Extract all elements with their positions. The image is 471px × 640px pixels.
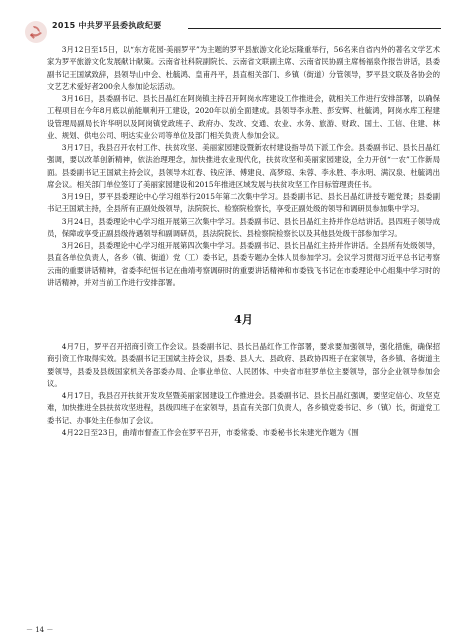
paragraph-march-17: 3月17日，我县召开农村工作、扶贫攻坚、美丽家园建设暨新农村建设指导员下派工作会。县委副书记、县长吕晶红强调，要以改革创新精神，依法治理理念，加快推进农业现代化，扶贫攻坚和美丽家园建设，全力开创“一农”工作新局面。县委副书记王国斌主持会议，县领导木红春、钱应泽、傅建良、高梦琼、朱蓉、李永胜、李永明、满汉泉、杜毓鸿出席会议。相关部门单位签订了美丽家园建设和2015年推进区域发展与扶贫攻坚工作目标管理责任书。	[47, 143, 440, 189]
party-emblem-icon	[24, 20, 48, 44]
paragraph-april-7: 4月7日，罗平召开招商引资工作会议。县委副书记、县长吕晶红作工作部署，要求要加强领导，强化措施，确保招商引资工作取得实效。县委副书记王国斌主持会议，县委、县人大、县政府、县政协四班子在家领导，各乡镇、各街道主要领导，县委及县级国家机关各部委办局、企事业单位、人民团体、中央省市驻罗单位主要领导，部分企业领导参加会议。	[47, 342, 440, 388]
document-body	[47, 44, 440, 439]
page-number: － 14 －	[26, 626, 54, 634]
page-header	[0, 0, 471, 40]
header-rule	[188, 28, 441, 29]
paragraph-march-16: 3月16日，县委副书记、县长吕晶红在阿岗镇主持召开阿岗水库建设工作推进会，就相关工作进行安排部署，以确保工程项目在今年8月底以前能顺利开工建设，2020年以前全面建成。县领导李永胜、彭安辉、杜毓鸿，阿岗水库工程建设管理局副局长许华明以及阿岗镇党政班子、政府办、发改、交通、农业、水务、旅游、财政、国土、工信、住建、林业、规划、供电公司、明达实业公司等单位及部门相关负责人参加会议。	[47, 94, 440, 140]
paragraph-april-17: 4月17日，我县召开扶贫开发攻坚暨美丽家园建设工作推进会。县委副书记、县长吕晶红强调，要坚定信心、攻坚克难，加快推进全县扶贫攻坚进程，县级四班子在家领导，县直有关部门负责人，各乡镇党委书记、乡（镇）长，街道党工委书记、办事处主任参加了会议。	[47, 391, 440, 425]
paragraph-march-19: 3月19日，罗平县委理论中心学习组举行2015年第二次集中学习。县委副书记、县长吕晶红讲授专题党课；县委副书记王国斌主持，全县所有正副处级领导，法院院长、检察院检察长，享受正副处级的领导和调研员参加集中学习。	[47, 192, 440, 214]
paragraph-march-26: 3月26日，县委理论中心学习组开展第四次集中学习。县委副书记、县长吕晶红主持并作讲话。全县所有处级领导，县直各单位负责人，各乡（镇、街道）党（工）委书记，县委专题办全体人员参加学习。会议学习贯彻习近平总书记考察云南的重要讲话精神，省委李纪恒书记在曲靖考察调研时的重要讲话精神和市委钱飞书记在市委理论中心组集中学习时的讲话精神，并对当前工作进行安排部署。	[47, 241, 440, 287]
header-title: 2015 中共罗平县委执政纪要	[52, 21, 162, 30]
paragraph-march-24: 3月24日，县委理论中心学习组开展第三次集中学习。县委副书记、县长吕晶红主持并作总结讲话。县四班子领导成员，保障或享受正副县级待遇领导和副调研员，县法院院长、县检察院检察长以及其他县处级干部参加学习。	[47, 216, 440, 238]
paragraph-april-22: 4月22日至23日，曲靖市督查工作会在罗平召开，市委常委、市委秘书长朱建光作题为《围	[61, 427, 359, 437]
paragraph-march-12: 3月12日至15日，以“东方花园·美丽罗平”为主题的罗平县旅游文化论坛隆重举行，56名来自省内外的著名文学艺术家为罗平旅游文化发展献计献策。云南省社科院副院长、云南省文联副主席、云南省民协副主席杨福泉作报告讲话，县委副书记王国斌致辞，县领导山中会、杜毓鸿、皇甫丹平，县直相关部门、乡镇（街道）分管领导，罗平县文联及各协会的文艺艺术爱好者200余人参加论坛活动。	[47, 45, 440, 91]
month-heading: 4月	[234, 313, 253, 326]
